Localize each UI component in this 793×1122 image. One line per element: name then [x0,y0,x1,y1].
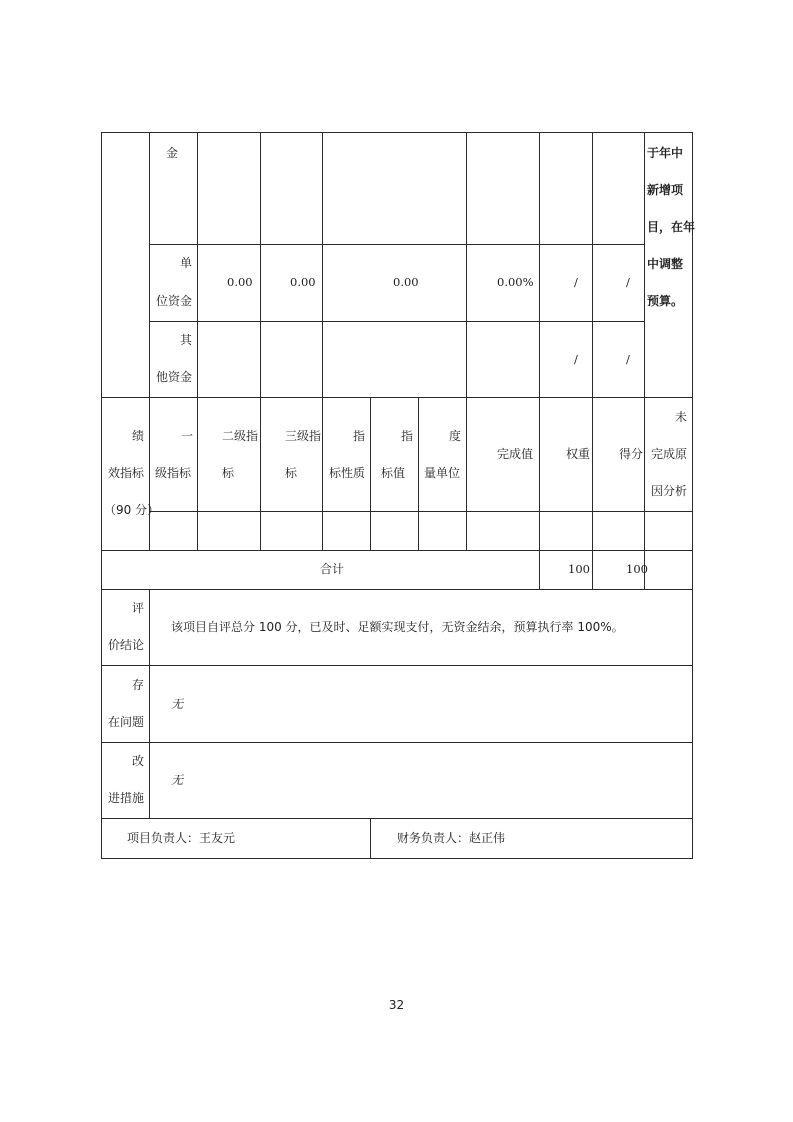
row-divider [101,550,693,551]
row-divider [101,742,693,743]
perf-section-label: 绩 [132,429,145,443]
evaluation-label: 价结论 [108,638,145,652]
improvements-label: 进措施 [108,791,145,805]
unit-fund-value-1: 0.00 [227,275,253,289]
col-divider [197,132,198,398]
header-value: 指 [401,429,414,443]
row-divider [101,589,693,590]
perf-section-label: （90 分） [104,503,160,517]
unit-fund-label-1: 单 [180,256,193,270]
issues-label: 存 [132,678,145,692]
improvements-text: 无 [171,773,184,787]
col-divider [149,589,150,818]
col-divider [418,397,419,550]
header-nature: 指 [353,429,366,443]
col-divider [260,397,261,550]
header-level1: 级指标 [155,466,192,480]
unit-fund-slash-1: / [574,275,578,289]
header-level2: 二级指 [222,429,259,443]
header-nature: 标性质 [329,466,366,480]
fund-note-line: 新增项 [647,183,684,197]
header-level3: 三级指 [285,429,322,443]
col-divider [322,397,323,550]
header-level3: 标 [285,466,298,480]
header-reason: 未 [675,410,688,424]
unit-fund-slash-2: / [626,275,630,289]
row-divider [149,321,645,322]
table-left-border [101,132,102,859]
col-divider [592,132,593,398]
table-bottom-border [101,858,693,859]
col-divider [539,397,540,550]
header-weight: 权重 [566,447,591,461]
header-value: 标值 [381,466,406,480]
page-number: 32 [388,998,405,1012]
header-score: 得分 [619,447,644,461]
col-divider [149,132,150,398]
col-divider [370,397,371,550]
col-divider [466,397,467,550]
row-divider [149,511,693,512]
col-divider [539,550,540,589]
fund-row-label: 金 [166,146,179,160]
header-unit: 量单位 [424,466,461,480]
header-reason: 因分析 [651,484,688,498]
header-reason: 完成原 [651,447,688,461]
total-label: 合计 [320,562,345,576]
col-divider [466,132,467,398]
fund-note-line: 预算。 [647,294,684,308]
other-fund-slash-1: / [574,352,578,366]
col-divider [592,397,593,550]
finance-lead-signature: 财务负责人：赵正伟 [397,831,506,845]
row-divider [101,397,693,398]
table-top-border [101,132,693,133]
fund-note-line: 于年中 [647,146,684,160]
evaluation-text: 该项目自评总分 100 分，已及时、足额实现支付，无资金结余，预算执行率 100%。 [171,620,624,634]
row-divider [101,818,693,819]
header-level1: 一 [181,429,194,443]
col-divider [260,132,261,398]
col-divider [322,132,323,398]
other-fund-slash-2: / [626,352,630,366]
other-fund-label-1: 其 [180,333,193,347]
perf-section-label: 效指标 [108,466,145,480]
unit-fund-value-4: 0.00% [497,275,534,289]
col-divider [197,397,198,550]
fund-note-line: 目，在年 [647,220,696,234]
improvements-label: 改 [132,754,145,768]
fund-note-line: 中调整 [647,257,684,271]
other-fund-label-2: 他资金 [156,370,193,384]
col-divider [370,818,371,858]
total-weight: 100 [568,562,590,576]
row-divider [101,665,693,666]
evaluation-label: 评 [132,601,145,615]
col-divider [644,132,645,398]
row-divider [149,244,645,245]
header-level2: 标 [222,466,235,480]
project-lead-signature: 项目负责人：王友元 [127,831,236,845]
col-divider [592,550,593,589]
unit-fund-label-2: 位资金 [156,294,193,308]
unit-fund-value-3: 0.00 [393,275,419,289]
header-unit: 度 [449,429,462,443]
unit-fund-value-2: 0.00 [290,275,316,289]
issues-label: 在问题 [108,715,145,729]
col-divider [644,397,645,550]
issues-text: 无 [171,697,184,711]
col-divider [539,132,540,398]
header-completed: 完成值 [497,447,534,461]
total-score: 100 [626,562,648,576]
